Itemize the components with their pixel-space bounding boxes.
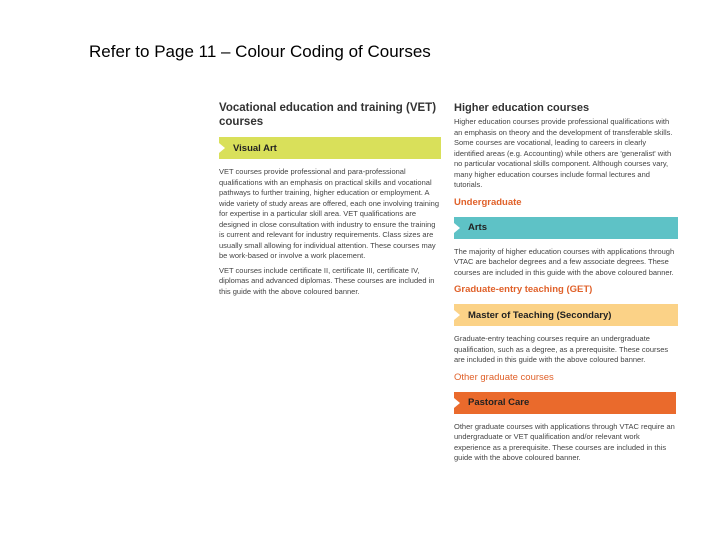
get-text: Graduate-entry teaching courses require an undergraduate qualification, such as a degree, as a prerequisite. These courses are included in this guide with the above coloured banner. [454,334,669,364]
undergraduate-heading: Undergraduate [454,196,522,208]
other-graduate-text: Other graduate courses with applications through VTAC require an undergraduate or VET qualification and/or relevant work experience as a prerequisite. These courses are included in this guide with the above coloured banner. [454,421,675,462]
vet-paragraph-1: VET courses provide professional and para-professional qualifications with an emphasis on practical skills and vocational pathways to further training, higher education or employment. A wide variety of study areas are offered, each one involving training for expertise in a particular skill area. VET qualifications are designed in close consultation with industry to ensure the training is current and relevant for industry requirements. Class sizes are usually small allowing for individual attention. These courses may be work-based or involve a work placement. [219,167,439,260]
undergraduate-text: The majority of higher education courses with applications through VTAC are bachelor degrees and a few associate degrees. These courses are included in this guide with the above coloured banner. [454,246,675,277]
higher-education-section [454,102,676,468]
higher-heading: Higher education courses [454,102,590,114]
vet-heading: Vocational education and training (VET) courses [219,102,437,128]
vet-section [219,102,441,301]
slide-title: Refer to Page 11 – Colour Coding of Courses [89,42,431,61]
other-graduate-banner-pastoral-care: Pastoral Care [454,392,676,414]
vet-banner-visual-art: Visual Art [219,137,441,159]
other-graduate-heading: Other graduate courses [454,371,554,383]
undergraduate-banner-arts: Arts [454,217,678,239]
vet-paragraph-2: VET courses include certificate II, certificate III, certificate IV, diplomas and advanced diplomas. These courses are included in this guide with the above coloured banner. [219,265,435,296]
get-heading: Graduate-entry teaching (GET) [454,284,593,295]
get-banner-master-of-teaching: Master of Teaching (Secondary) [454,304,678,326]
higher-intro: Higher education courses provide professional qualifications with an emphasis on theory and the development of transferable skills. Some courses are vocational, leading to careers in clearly identified areas (e.g. Accounting) while others are 'generalist' with no particular vocational skills component. Although courses vary, many higher education courses include formal lectures and tutorials. [454,117,673,189]
